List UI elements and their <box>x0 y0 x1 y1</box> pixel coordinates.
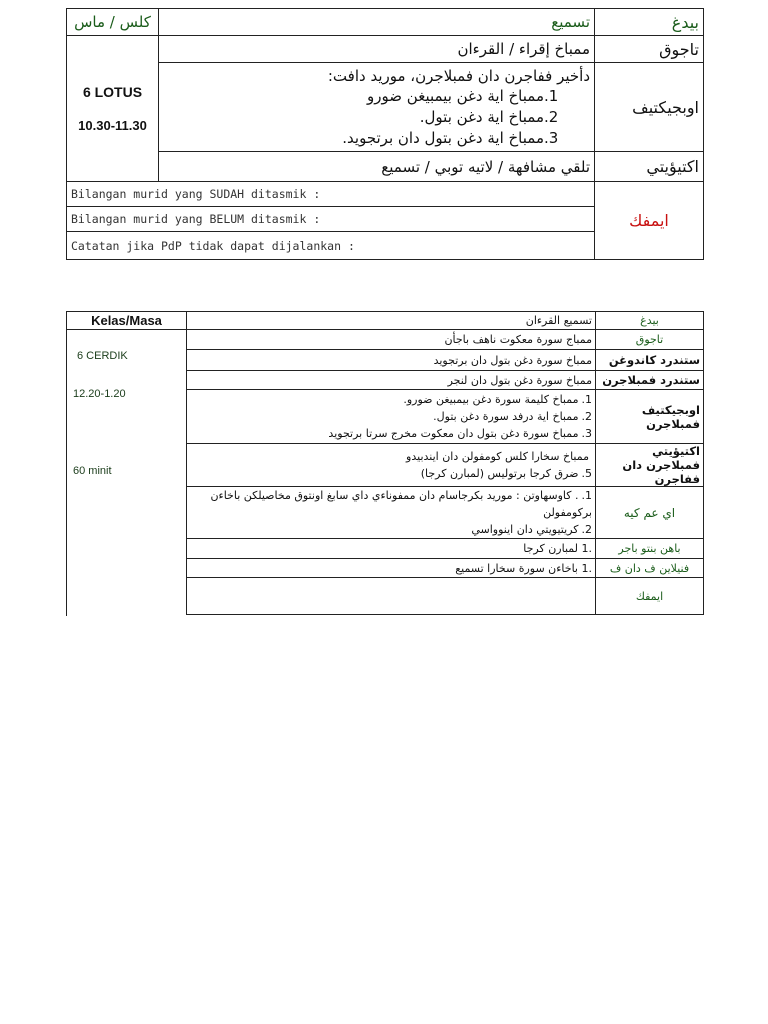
note-catatan: Catatan jika PdP tidak dapat dijalankan : <box>67 232 595 260</box>
activity-item: ممباخ سخارا كلس كومفولن دان ايندبيدو <box>406 450 589 463</box>
note-belum: Bilangan murid yang BELUM ditasmik : <box>67 207 595 232</box>
topic-label: تاجوق <box>595 36 704 63</box>
assessment-cell: .1 لمبارن كرجا <box>187 539 596 559</box>
topic-value: ممباخ إقراء / القرءان <box>159 36 595 63</box>
subject-value: تسميع القرءان <box>187 312 596 330</box>
subject-label: بيدغ <box>596 312 704 330</box>
eme-item: .2كريتيويتي دان اينوواسي <box>471 523 592 536</box>
duration: 60 minit <box>73 465 112 477</box>
activity-value: تلقي مشافهة / لاتيه توبي / تسميع <box>159 152 595 182</box>
header-subject-label: بيدغ <box>595 9 704 36</box>
objective-item: .1ممباخ اية دغن بيمبيغن ضورو <box>367 86 559 105</box>
activities-cell <box>187 444 596 487</box>
objective-item: .2ممباخ اية دغن بتول. <box>419 107 559 126</box>
header-kelas-masa: Kelas/Masa <box>67 312 187 330</box>
assessment-label: باهن بنتو باجر <box>596 539 704 559</box>
std-content-value: ممباخ سورة دغن بتول دان برتجويد <box>187 350 596 371</box>
note-sudah: Bilangan murid yang SUDAH ditasmik : <box>67 182 595 207</box>
eme-cell <box>187 487 596 539</box>
topic-value: ممباج سورة معكوت ناهف باجأن <box>187 330 596 350</box>
objective-item: .3ممباخ اية دغن بتول دان برتجويد. <box>342 128 559 147</box>
objective-item: .3ممباخ سورة دغن بتول دان معكوت مخرج سرتا برتجويد <box>328 427 592 440</box>
objective-label: اوبجيكتيف فمبلاجرن <box>596 390 704 444</box>
std-learning-label: ستندرد فمبلاجرن <box>596 371 704 390</box>
class-time-cell <box>67 330 187 616</box>
objective-item: .2ممباخ اية درفد سورة دغن بتول. <box>433 410 592 423</box>
objectives-cell <box>159 63 595 152</box>
activity-label: اكتيؤيتي <box>595 152 704 182</box>
objective-label: اوبجيكتيف <box>595 63 704 152</box>
eme-item: .1. كاوسهاوتن : موريد بكرجاسام دان ممفوناءي داي سابغ اونتوق مخاصيلكن باخاءن بركومفولن <box>210 489 592 519</box>
class-name: 6 CERDIK <box>77 350 128 362</box>
header-tasmik: تسميع <box>159 9 595 36</box>
objective-list <box>163 86 590 149</box>
followup-label: فنيلاين ف دان ف <box>596 559 704 578</box>
objective-item: .1ممباخ كليمة سورة دغن بيمبيغن ضورو. <box>403 393 592 406</box>
activity-label: اكتيؤيتي فمبلاجرن دان ففاجرن <box>596 444 704 487</box>
followup-cell: .1 باخاءن سورة سخارا تسميع <box>187 559 596 578</box>
impact-value <box>187 578 596 615</box>
objectives-cell <box>187 390 596 444</box>
lesson-plan-table-1 <box>66 8 704 260</box>
header-class-time: كلس / ماس <box>67 9 159 36</box>
lesson-plan-table-2 <box>66 311 704 615</box>
class-time: 12.20-1.20 <box>73 388 126 400</box>
impact-label: ايمفك <box>596 578 704 615</box>
class-time: 10.30-11.30 <box>78 118 147 133</box>
std-content-label: ستندرد كاندوغن <box>596 350 704 371</box>
impact-label: ايمفك <box>595 182 704 260</box>
class-time-cell <box>67 36 159 182</box>
topic-label: تاجوق <box>596 330 704 350</box>
activity-item: .5ضرق كرجا برتوليس (لمبارن كرجا) <box>420 467 592 480</box>
std-learning-value: ممباخ سورة دغن بتول دان لنجر <box>187 371 596 390</box>
eme-label: اي عم كيه <box>596 487 704 539</box>
class-name: 6 LOTUS <box>82 84 143 100</box>
objective-lead: دأخير ففاجرن دان فمبلاجرن، موريد دافت: <box>327 66 590 85</box>
